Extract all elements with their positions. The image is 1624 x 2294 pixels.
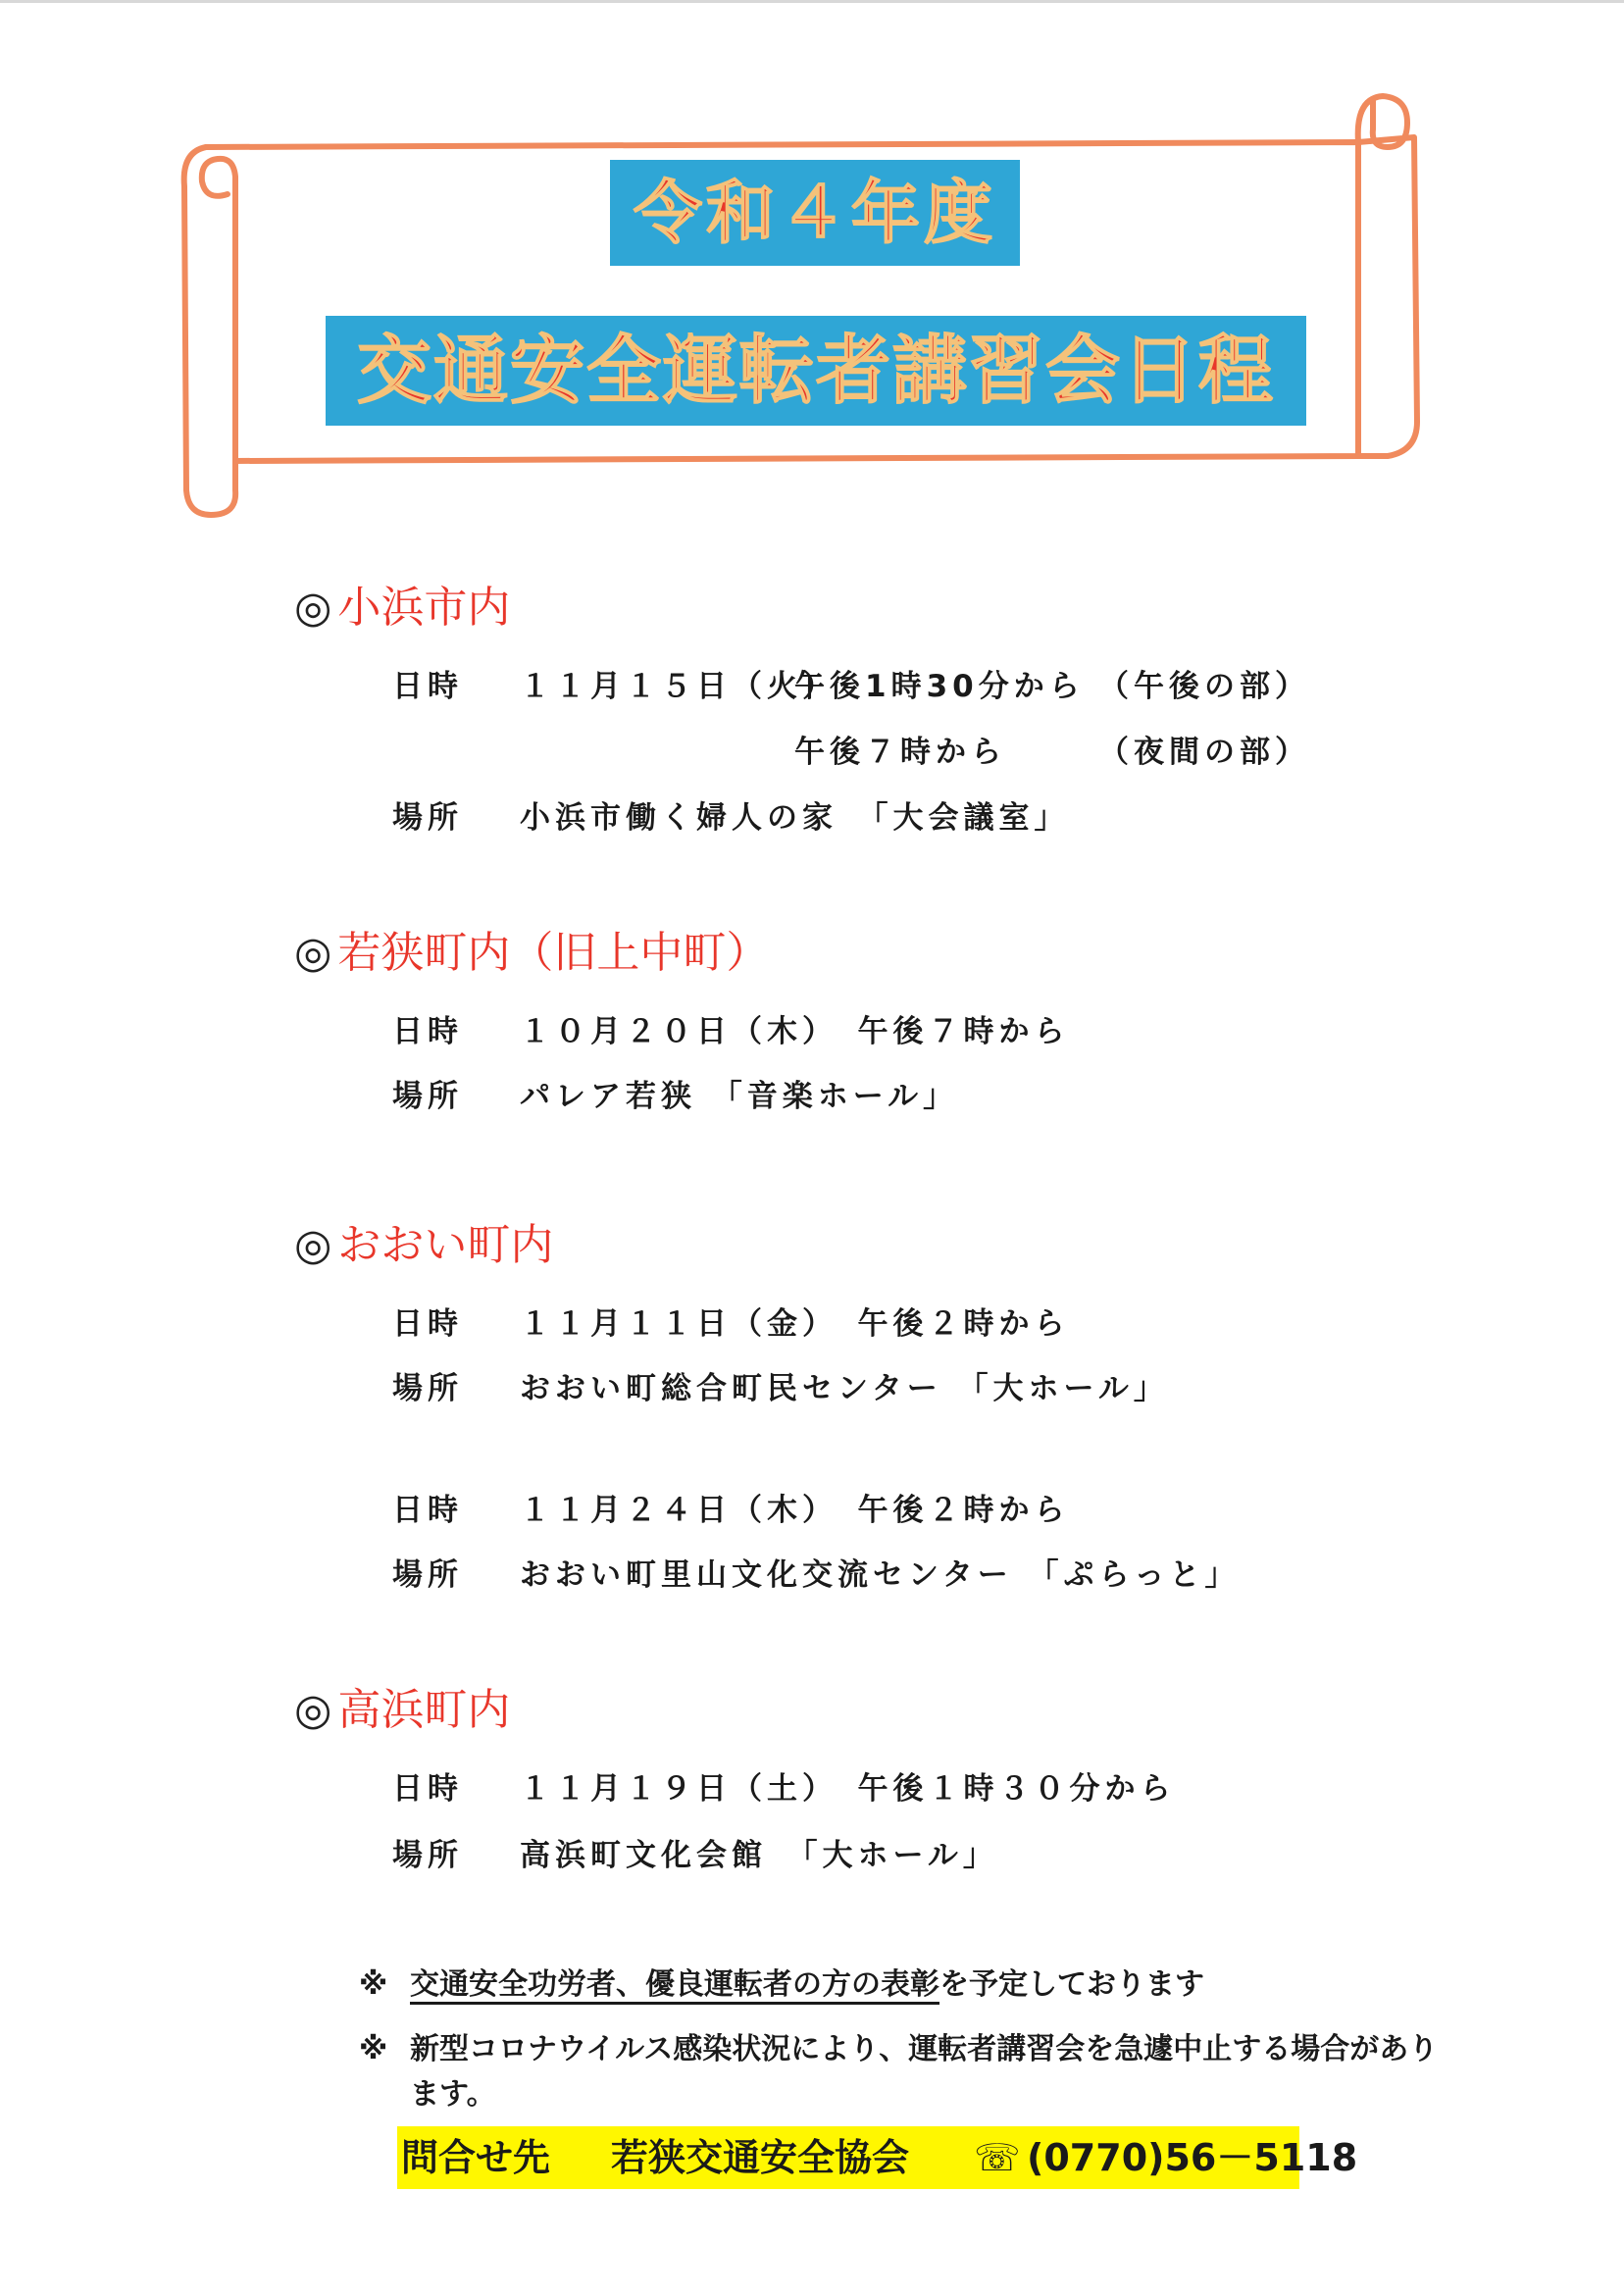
contact-organization: 若狭交通安全協会 [611,2136,910,2179]
venue-value: 高浜町文化会館 「大ホール」 [520,1838,998,1873]
note-award-rest: を予定しております [939,1967,1204,2002]
label-datetime: 日時 [392,669,463,704]
session-note: （午後の部） [1098,669,1310,704]
time-value: 午後1時30分から [794,669,1085,704]
venue-value: パレア若狭 「音楽ホール」 [520,1079,959,1114]
datetime-value: １１月１９日（土） 午後１時３０分から [520,1771,1176,1807]
note-award-underlined: 交通安全功労者、優良運転者の方の表彰 [410,1967,939,2005]
label-venue: 場所 [392,1371,463,1406]
label-datetime: 日時 [392,1493,463,1528]
scroll-banner-frame [167,78,1442,530]
double-circle-icon: ◎ [294,1220,332,1270]
note-asterisk: ※ [359,1967,388,2002]
scan-edge-line [0,0,1624,3]
double-circle-icon: ◎ [294,928,332,978]
section-heading-obama: ◎ 小浜市内 [294,583,511,633]
date-value: １１月１５日（火） [520,669,837,704]
datetime-value: １１月１１日（金） 午後２時から [520,1306,1070,1342]
label-venue: 場所 [392,800,463,836]
contact-phone: (0770)56－5118 [1027,2136,1358,2179]
label-datetime: 日時 [392,1014,463,1049]
datetime-value: １１月２４日（木） 午後２時から [520,1493,1070,1528]
note-award [410,1963,1204,2007]
title-year: 令和４年度 [610,160,1020,266]
datetime-value: １０月２０日（木） 午後７時から [520,1014,1070,1049]
note-asterisk: ※ [359,2032,388,2066]
section-heading-oi: ◎ おおい町内 [294,1220,554,1270]
title-main: 交通安全運転者講習会日程 [326,316,1306,426]
label-venue: 場所 [392,1557,463,1593]
label-datetime: 日時 [392,1771,463,1807]
section-heading-takahama: ◎ 高浜町内 [294,1685,511,1735]
label-venue: 場所 [392,1838,463,1873]
venue-value: おおい町里山文化交流センター 「ぷらっと」 [520,1557,1241,1593]
section-heading-wakasa: ◎ 若狭町内（旧上中町） [294,928,770,978]
session-note: （夜間の部） [1098,735,1310,770]
double-circle-icon: ◎ [294,1685,332,1735]
phone-icon: ☏ [974,2136,1021,2179]
label-datetime: 日時 [392,1306,463,1342]
venue-value: 小浜市働く婦人の家 「大会議室」 [520,800,1070,836]
note-covid-line1: 新型コロナウイルス感染状況により、運転者講習会を急遽中止する場合があり [410,2032,1439,2066]
label-venue: 場所 [392,1079,463,1114]
note-covid-line2: ます。 [410,2077,496,2112]
contact-label: 問合せ先 [401,2136,551,2179]
contact-bar [397,2126,1358,2189]
double-circle-icon: ◎ [294,583,332,633]
venue-value: おおい町総合町民センター 「大ホール」 [520,1371,1169,1406]
time-value: 午後７時から [794,735,1006,770]
